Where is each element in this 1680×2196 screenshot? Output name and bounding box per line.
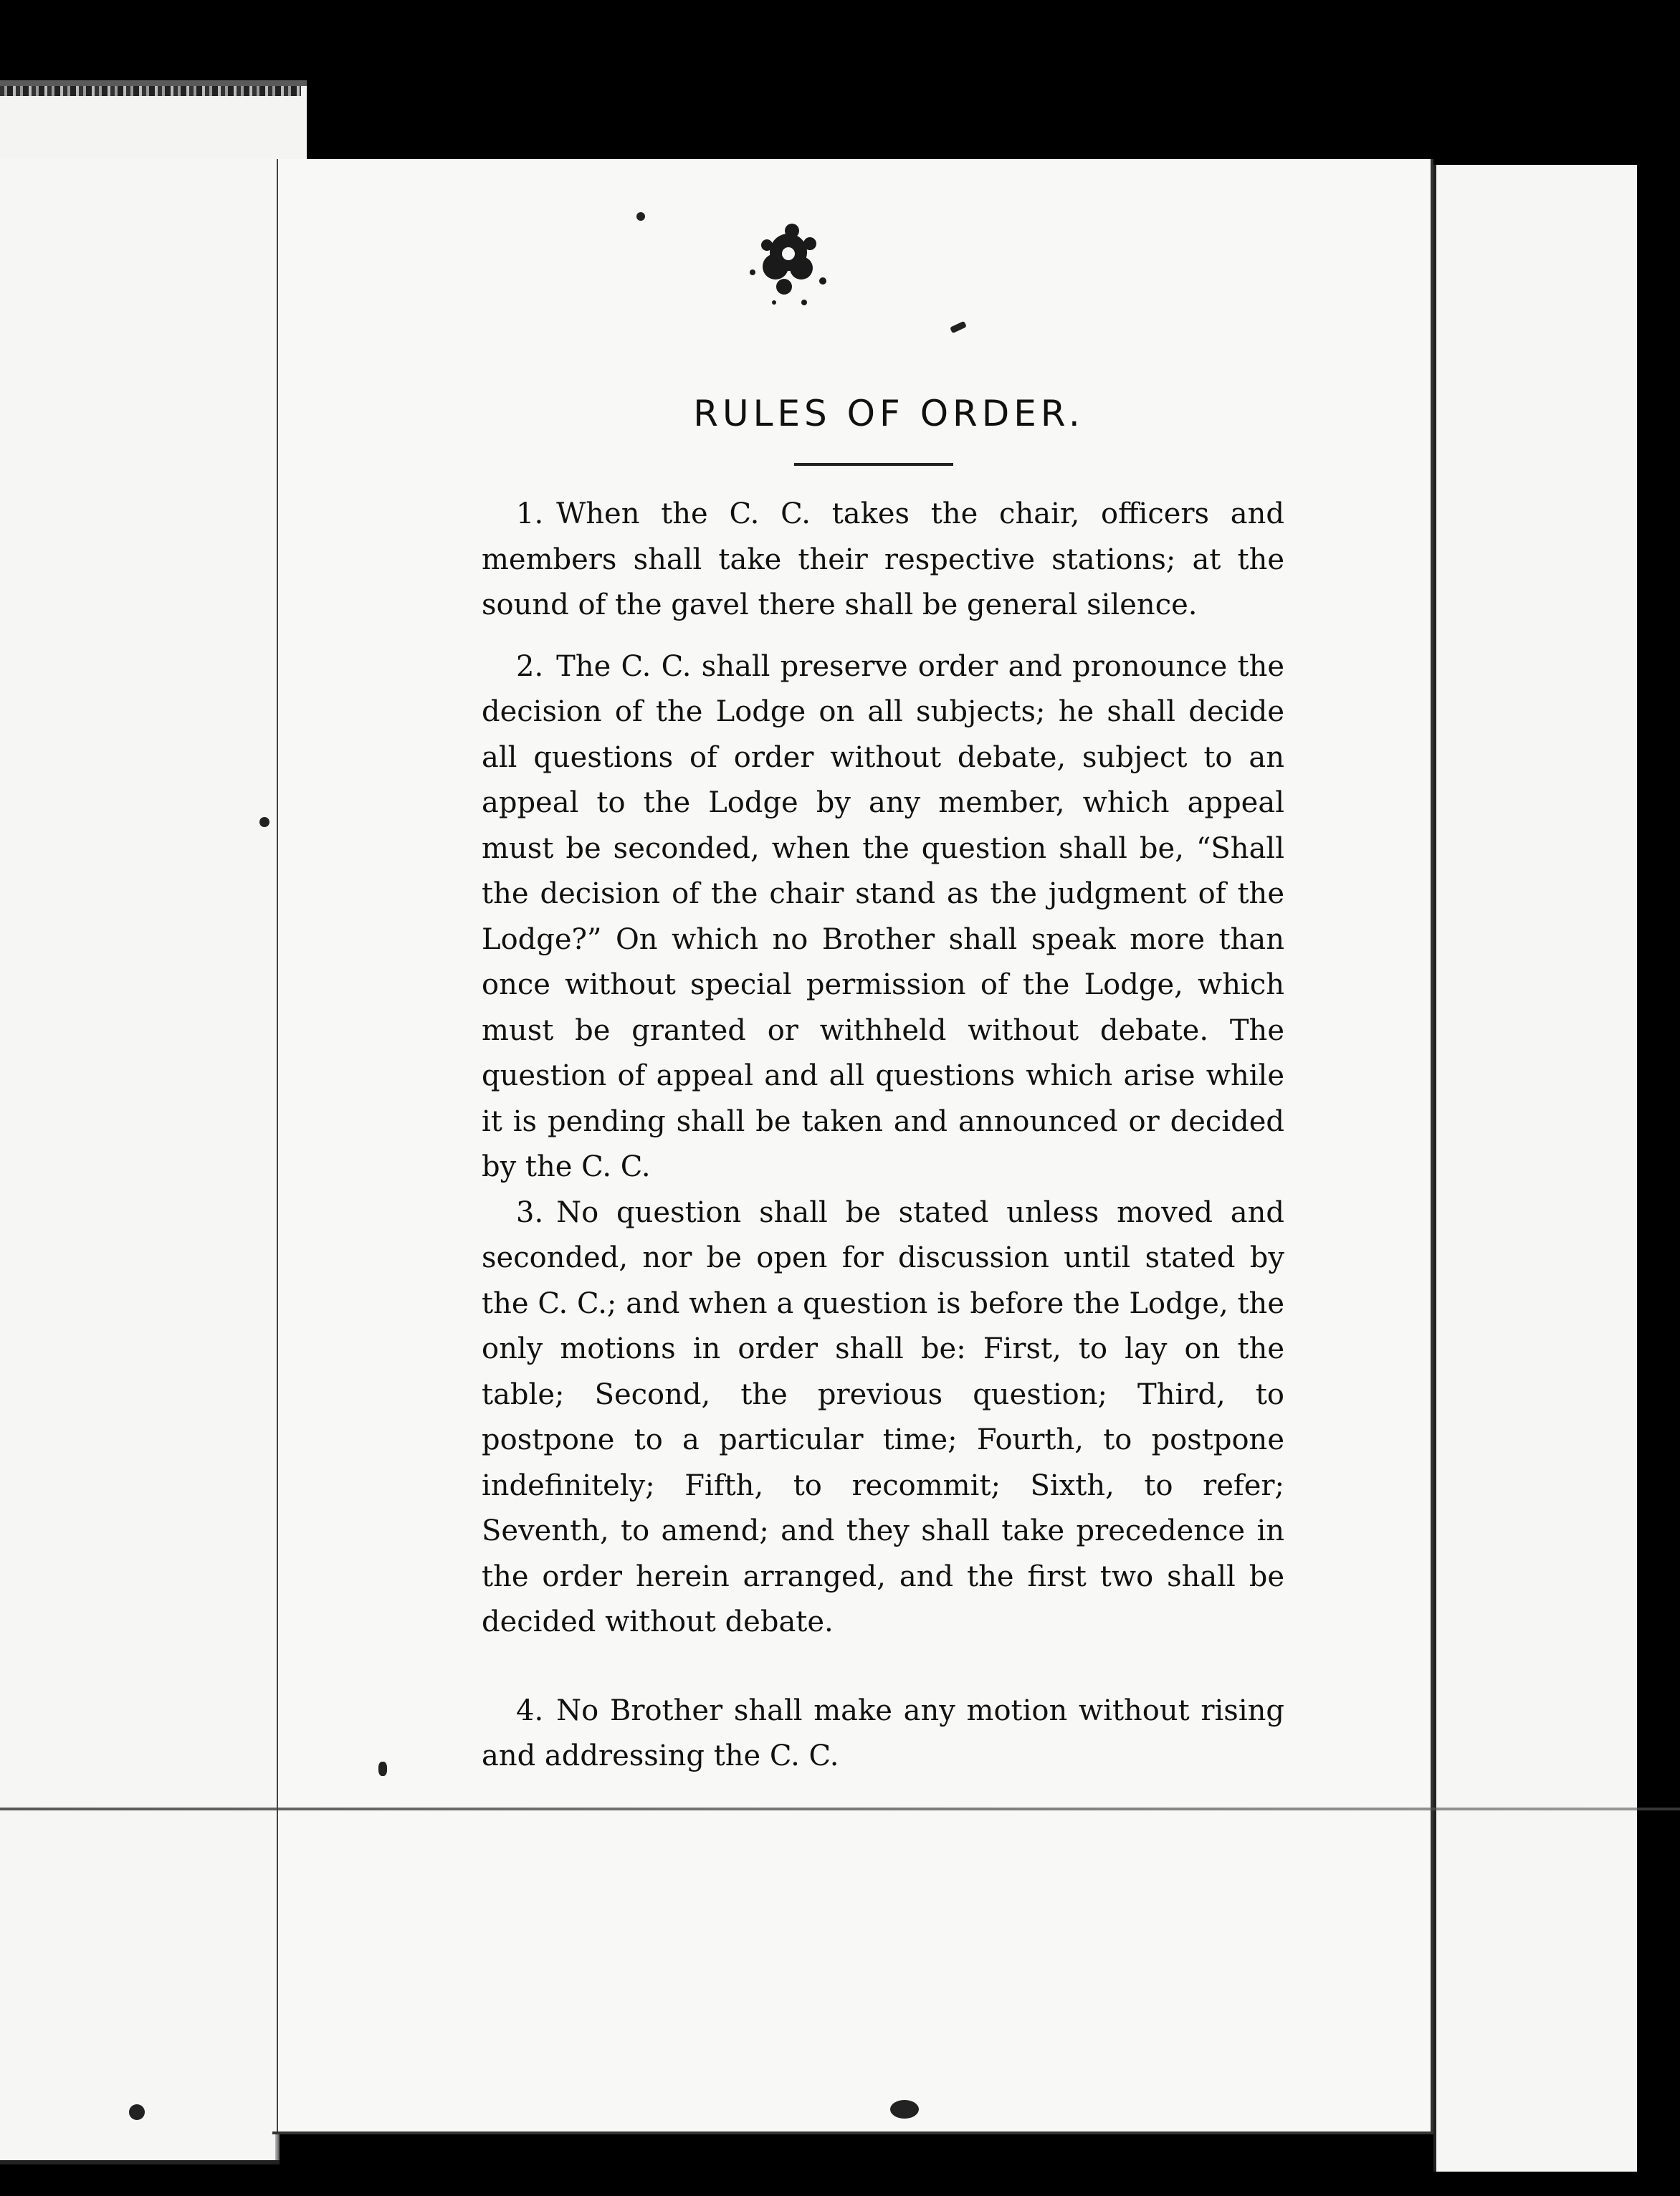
rule-1	[482, 492, 1284, 629]
left-page-margin	[0, 159, 280, 2164]
title-underline	[794, 463, 953, 466]
ink-speck	[259, 817, 269, 827]
rule-number: 3.	[516, 1195, 544, 1229]
rule-2	[482, 644, 1284, 1190]
fold-line	[0, 1808, 1680, 1810]
ink-speck	[378, 1762, 387, 1776]
ink-blot-ornament	[724, 202, 846, 324]
rule-number: 1.	[516, 497, 544, 530]
rule-4	[482, 1689, 1284, 1780]
ink-speck	[636, 212, 645, 221]
rule-text: No question shall be stated unless moved and seconded, nor be open for discussion until stated by the C. C.; and when a question is before the Lodge, the only motions in order shall be: First, to lay on the table; Second, the previous question; Third, to postpone to a particular time; Fourth, to postpone indefinitely; Fifth, to recommit; Sixth, to refer; Seventh, to amend; and they shall take precedence in the order herein arranged, and the first two shall be decided without debate.	[482, 1195, 1284, 1638]
rule-text: When the C. C. takes the chair, officers and members shall take their respective stations; at the sound of the gavel there shall be general silence.	[482, 497, 1284, 621]
rule-number: 2.	[516, 649, 544, 683]
page-edge-rule	[277, 159, 278, 2131]
rule-text: The C. C. shall preserve order and pronounce the decision of the Lodge on all subjects; he shall decide all questions of order without debate, subject to an appeal to the Lodge by any member, which appeal must be seconded, when the question shall be, “Shall the decision of the chair stand as the judgment of the Lodge?” On which no Brother shall speak more than once without special permission of the Lodge, which must be granted or withheld without debate. The question of appeal and all questions which arise while it is pending shall be taken and announced or decided by the C. C.	[482, 649, 1284, 1183]
rule-3	[482, 1190, 1284, 1646]
right-page-margin	[1433, 165, 1637, 2172]
ink-speck	[890, 2100, 919, 2119]
ink-speck	[129, 2104, 145, 2120]
rule-number: 4.	[516, 1694, 544, 1727]
rule-text: No Brother shall make any motion without rising and addressing the C. C.	[482, 1694, 1284, 1772]
page-title: RULES OF ORDER.	[693, 393, 1084, 434]
rules-body	[482, 492, 1284, 1795]
adjacent-page-strip	[0, 80, 307, 165]
